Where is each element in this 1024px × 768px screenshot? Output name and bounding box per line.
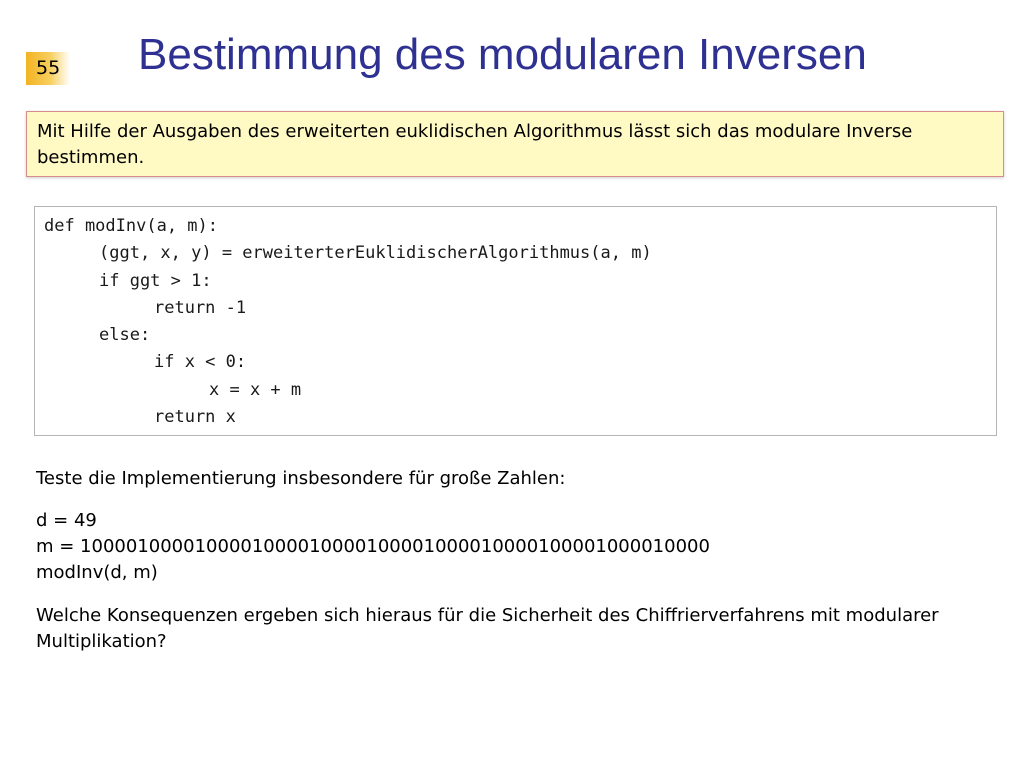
code-line: def modInv(a, m): bbox=[44, 216, 218, 236]
code-line: return x bbox=[154, 407, 236, 428]
slide-number: 55 bbox=[26, 52, 70, 85]
test-call-line: modInv(d, m) bbox=[36, 562, 158, 583]
test-m-line: m = 1000010000100001000010000100001000010000100001000010000 bbox=[36, 536, 710, 557]
note-box bbox=[26, 111, 1004, 177]
question-text: Welche Konsequenzen ergeben sich hieraus für die Sicherheit des Chiffrierverfahrens mit modularer Multiplikation? bbox=[36, 605, 939, 652]
code-block bbox=[34, 206, 997, 436]
code-line: if ggt > 1: bbox=[99, 270, 212, 291]
code-line: return -1 bbox=[154, 297, 247, 318]
note-text: Mit Hilfe der Ausgaben des erweiterten euklidischen Algorithmus lässt sich das modulare Inverse bestimmen. bbox=[37, 121, 913, 168]
slide-title: Bestimmung des modularen Inversen bbox=[138, 30, 867, 79]
test-d-line: d = 49 bbox=[36, 510, 97, 531]
code-line: (ggt, x, y) = erweiterterEuklidischerAlgorithmus(a, m) bbox=[99, 243, 652, 264]
test-values bbox=[36, 508, 996, 586]
code-line: if x < 0: bbox=[154, 352, 247, 373]
test-intro-text: Teste die Implementierung insbesondere für große Zahlen: bbox=[36, 468, 566, 489]
code-line: else: bbox=[99, 325, 151, 346]
code-line: x = x + m bbox=[209, 379, 302, 400]
